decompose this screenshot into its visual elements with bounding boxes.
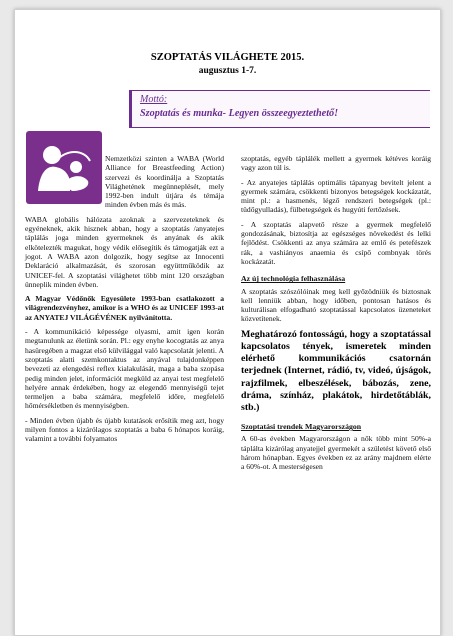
motto-label: Mottó: (140, 94, 168, 105)
right-paragraph-3: - A szoptatás alapvető része a gyermek megfelelő gondozásának, biztosítja az egészséges növekedést és lelki fejlődést. Csökkenti az anya számára az emlő és petefészek rák, a vashiányos anaemia és csípő combnyak törés kockázatát. (241, 219, 431, 266)
section-heading-technology: Az új technológia felhasználása (241, 274, 346, 284)
document-title: SZOPTATÁS VILÁGHETE 2015. (150, 52, 305, 63)
document-dates: augusztus 1-7. (198, 66, 257, 76)
right-paragraph-1: szoptatás, egyéb táplálék mellett a gyermek kétéves koráig vagy azon túl is. (241, 154, 431, 173)
left-paragraph-4: - A kommunikáció képessége olyasmi, amit igen korán megtanulunk az életünk során. Pl.: egy enyhe kocogtatás az anya hasüregében a magzat első külvilággal való kapcsolatát jelenti. A szoptatás alatti szemkontaktus az anyával tulajdonképpen bevezeti az elengedési reflex kialakulását, maga a baba szopása pedig minden jelet, információt megküld az anyai test megfelelő helyére annak érdekében, hogy az elegendő mennyiségű tejet termeljen a baba számára, megfelelő időre, megfelelő hőmérsékletben és mennyiségben. (25, 327, 224, 411)
motto-box (129, 90, 430, 128)
left-paragraph-3: A Magyar Védőnők Egyesülete 1993-ban csatlakozott a világrendezvényhez, amikor is a WHO és az UNICEF 1993-at az ANYATEJ VILÁGÉVÉNEK nyilvánította. (25, 294, 224, 322)
right-paragraph-4: A szoptatás szószólóinak meg kell győzödniük és biztosnak kell lenniük abban, hogy időben, pontosan hatásos és kulturálisan elfogadható szoptatással kapcsolatos üzeneteket közvetítenek. (241, 286, 431, 324)
right-paragraph-2: - Az anyatejes táplálás optimális tápanyag bevitelt jelent a gyermek számára, csökkenti bizonyos betegségek kockázatát, mint pl.: a hasmenés, légző rendszeri betegségek (pl.: tüdőgyulladás), fülbetegségek és hugyúti fertőzések. (241, 177, 431, 215)
left-paragraph-2: WABA globális hálózata azoknak a szervezeteknek és egyéneknek, akik hisznek abban, hogy a szoptatás /anyatejes táplálás joga minden gyermeknek és anyának és akik elkötelezték magukat, hogy védik elősegítik és támogatják ezt a jogot. A WABA azon dolgozik, hogy segítse az Innocenti Deklaráció alkalmazását, és szorosan együttműködik az UNICEF-fel. A szoptatási világhetet több mint 120 országban ünneplik minden évben. (25, 214, 224, 289)
highlight-paragraph: Meghatározó fontosságú, hogy a szoptatással kapcsolatos tények, ismeretek minden elérhető kommunikációs csatornán terjednek (Internet, rádió, tv, videó, újságok, rajzfilmek, elbeszélések, bábozás, zene, dráma, színház, plakátok, hirdetőtáblák, stb.) (241, 328, 431, 413)
motto-text: Szoptatás és munka- Legyen összeegyeztethető! (140, 108, 339, 119)
section-heading-trends: Szoptatási trendek Magyarországon (241, 422, 362, 432)
left-paragraph-5: - Minden évben újabb és újabb kutatások erősítik meg azt, hogy milyen fontos a kizárólagos szoptatás a baba 6 hónapos koráig, valamint a további folyamatos (25, 415, 224, 444)
left-paragraph-1: Nemzetközi szinten a WABA (World Alliance for Breastfeeding Action) szervezi és koordinálja a Szoptatás Világhetének megünneplését, mely 1992-ben indult útjára és témája minden évben más és más. (105, 154, 224, 210)
right-column (241, 154, 431, 477)
left-column (25, 154, 224, 449)
document-page (14, 9, 441, 636)
right-paragraph-5: A 60-as években Magyarországon a nők több mint 50%-a táplálta kizárólag anyatejjel gyermekét a születést követő első három hónapban. Egyes években ez az arány majdnem elérte a 60%-ot. A mesterségesen (241, 434, 431, 472)
